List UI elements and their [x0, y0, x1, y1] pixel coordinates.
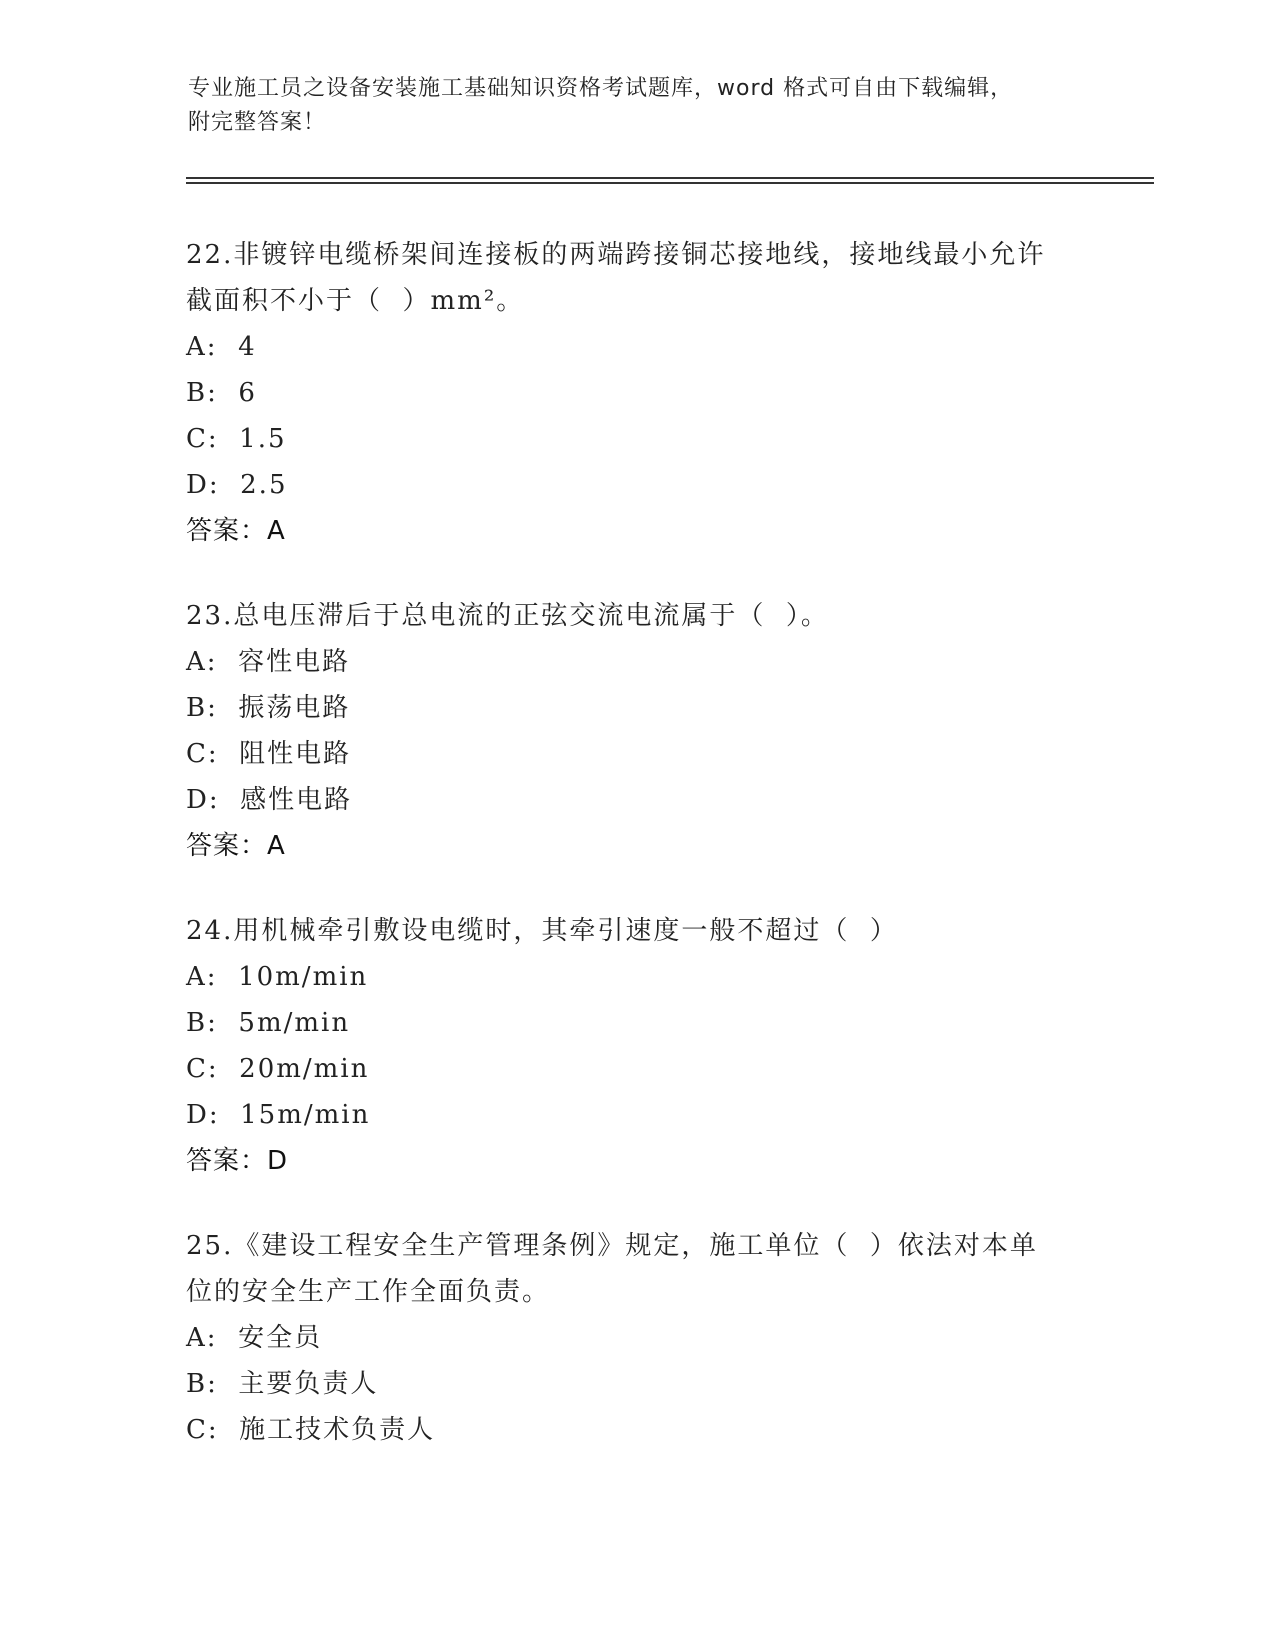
question-24 [186, 908, 1086, 1184]
header-line-2: 附完整答案！ [188, 110, 327, 135]
answer-line: 答案：A [186, 516, 286, 546]
option-a: A: 安全员 [186, 1323, 323, 1353]
answer-line: 答案：A [186, 831, 286, 861]
header-line-1: 专业施工员之设备安装施工基础知识资格考试题库，word 格式可自由下载编辑， [188, 76, 1014, 101]
option-c: C: 1.5 [186, 424, 287, 454]
question-stem-continued: 位的安全生产工作全面负责。 [186, 1277, 551, 1307]
option-c: C: 阻性电路 [186, 739, 352, 769]
question-stem-continued: 截面积不小于（ ）mm²。 [186, 286, 525, 316]
option-b: B: 6 [186, 378, 257, 408]
option-b: B: 5m/min [186, 1008, 351, 1038]
document-header [188, 72, 1088, 140]
option-a: A: 10m/min [186, 962, 369, 992]
option-c: C: 20m/min [186, 1054, 370, 1084]
header-divider-top [186, 177, 1154, 179]
question-stem: 24.用机械牵引敷设电缆时，其牵引速度一般不超过（ ） [186, 916, 898, 946]
question-25 [186, 1223, 1086, 1453]
option-d: D: 感性电路 [186, 785, 353, 815]
question-stem: 25.《建设工程安全生产管理条例》规定，施工单位（ ）依法对本单 [186, 1231, 1038, 1261]
answer-line: 答案：D [186, 1146, 289, 1176]
question-23 [186, 593, 1086, 869]
question-list [186, 232, 1086, 1492]
question-22 [186, 232, 1086, 554]
option-d: D: 2.5 [186, 470, 288, 500]
question-stem: 23.总电压滞后于总电流的正弦交流电流属于（ ）。 [186, 601, 829, 631]
question-stem: 22.非镀锌电缆桥架间连接板的两端跨接铜芯接地线，接地线最小允许 [186, 240, 1046, 270]
option-d: D: 15m/min [186, 1100, 371, 1130]
header-divider-bottom [186, 182, 1154, 184]
option-a: A: 容性电路 [186, 647, 351, 677]
option-a: A: 4 [186, 332, 257, 362]
option-b: B: 振荡电路 [186, 693, 351, 723]
option-b: B: 主要负责人 [186, 1369, 379, 1399]
option-c: C: 施工技术负责人 [186, 1415, 436, 1445]
